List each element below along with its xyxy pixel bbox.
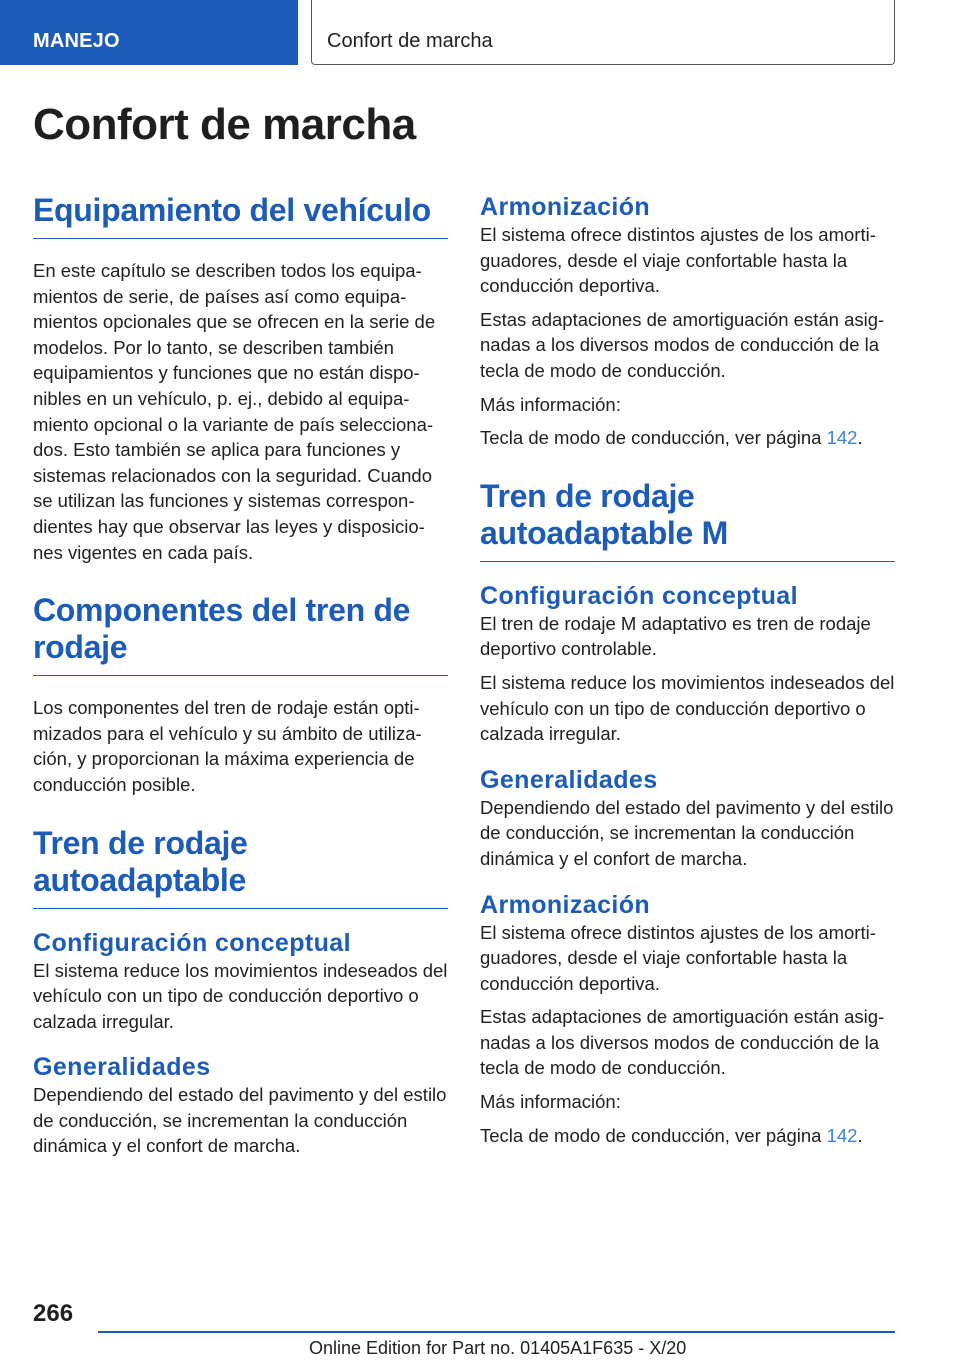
- paragraph-equipamiento: En este capítulo se describen todos los equipamientos de serie, de países así como equipamientos opcionales que se ofrecen en la serie de modelos. Por lo tanto, se describen también equipamientos y funciones que no están disponibles en un vehículo, p. ej., debido al equipamiento opcional o la variante de país seleccionados. Esto también se aplica para funciones y sistemas relacionados con la seguridad. Cuando se utilizan las funciones y sistemas correspondientes hay que observar las leyes y disposiciones vigentes en cada país.: [33, 260, 436, 563]
- page-reference-m: [480, 1123, 895, 1149]
- paragraph-armonizacion-m-1: El sistema ofrece distintos ajustes de los amortiguadores, desde el viaje confortable hasta la conducción deportiva.: [480, 921, 876, 994]
- paragraph-configuracion-m-2: El sistema reduce los movimientos indeseados del vehículo con un tipo de conducción deportivo o calzada irregular.: [480, 671, 895, 745]
- footer-edition: Online Edition for Part no. 01405A1F635 - X/20: [309, 1338, 687, 1358]
- page-title: Confort de marcha: [33, 100, 416, 149]
- heading-tren-rodaje: Tren de rodaje autoadaptable: [33, 825, 448, 909]
- paragraph-armonizacion-1: El sistema ofrece distintos ajustes de los amortiguadores, desde el viaje confortable hasta la conducción deportiva.: [480, 224, 876, 297]
- page-reference: [480, 425, 895, 451]
- page-link[interactable]: 142: [826, 427, 858, 449]
- more-info-label: Más información:: [480, 393, 621, 415]
- reference-end-m: .: [857, 1124, 863, 1146]
- subheading-armonizacion: Armonización: [480, 193, 651, 221]
- paragraph-componentes: Los componentes del tren de rodaje están optimizados para el vehículo y su ámbito de utilización, y proporcionan la máxima experiencia de conducción posible.: [33, 697, 422, 795]
- reference-end: .: [857, 427, 863, 449]
- heading-equipamiento: Equipamiento del vehículo: [33, 192, 448, 239]
- section-tab: MANEJO: [0, 0, 298, 65]
- reference-text: Tecla de modo de conducción, ver página: [480, 427, 827, 449]
- page-link-m[interactable]: 142: [826, 1124, 858, 1146]
- reference-text-m: Tecla de modo de conducción, ver página: [480, 1124, 827, 1146]
- left-column: [33, 192, 448, 1167]
- subheading-armonizacion-m: Armonización: [480, 890, 651, 919]
- paragraph-generalidades-m: Dependiendo del estado del pavimento y del estilo de conducción, se incrementan la conducción dinámica y el confort de marcha.: [480, 796, 894, 869]
- paragraph-configuracion: El sistema reduce los movimientos indeseados del vehículo con un tipo de conducción deportivo o calzada irregular.: [33, 959, 448, 1032]
- heading-componentes: Componentes del tren de rodaje: [33, 592, 448, 676]
- page-number: 266: [33, 1300, 74, 1327]
- header-chapter-title: Confort de marcha: [311, 0, 895, 65]
- subheading-generalidades: Generalidades: [33, 1053, 211, 1082]
- subheading-configuracion: Configuración conceptual: [33, 928, 351, 957]
- footer-divider: [98, 1331, 895, 1333]
- more-info-label-m: Más información:: [480, 1091, 621, 1113]
- paragraph-generalidades: Dependiendo del estado del pavimento y del estilo de conducción, se incrementan la conducción dinámica y el confort de marcha.: [33, 1084, 447, 1157]
- paragraph-configuracion-m-1: El tren de rodaje M adaptativo es tren de rodaje deportivo controlable.: [480, 612, 871, 660]
- subheading-configuracion-m: Configuración conceptual: [480, 581, 798, 610]
- paragraph-armonizacion-2: Estas adaptaciones de amortiguación están asignadas a los diversos modos de conducción de la tecla de modo de conducción.: [480, 308, 885, 381]
- subheading-generalidades-m: Generalidades: [480, 765, 658, 794]
- right-column: [480, 192, 895, 1156]
- paragraph-armonizacion-m-2: Estas adaptaciones de amortiguación están asignadas a los diversos modos de conducción de la tecla de modo de conducción.: [480, 1006, 885, 1079]
- heading-tren-rodaje-m: Tren de rodaje autoadaptable M: [480, 478, 895, 562]
